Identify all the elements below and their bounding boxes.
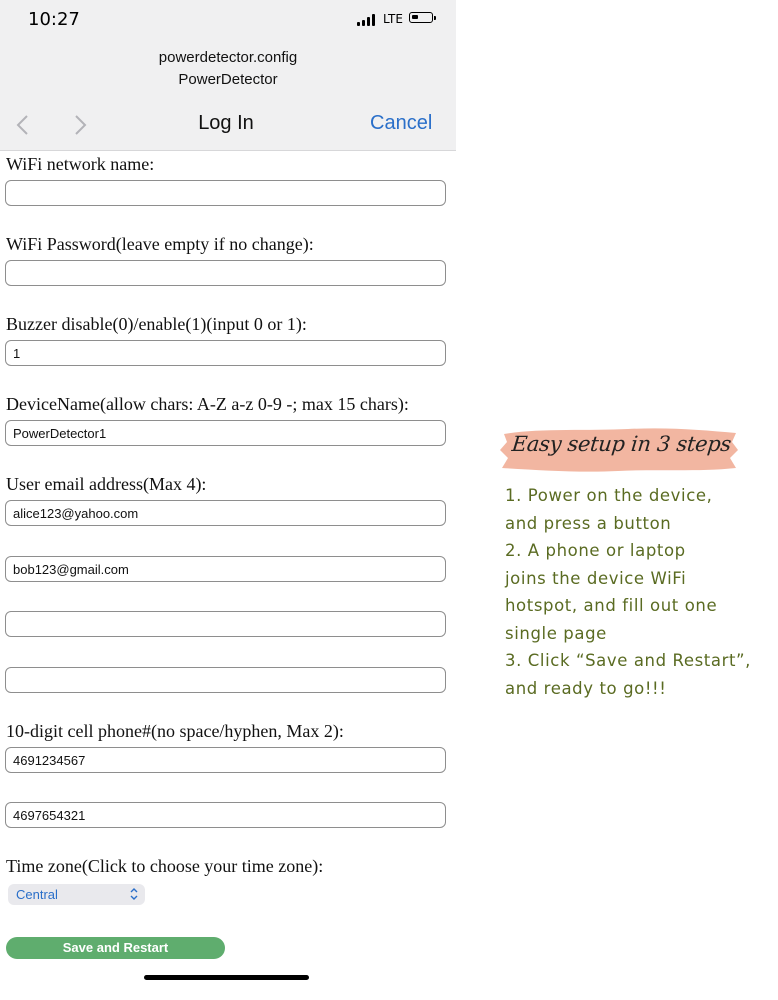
promo-steps	[505, 482, 775, 702]
email-input-3[interactable]	[5, 611, 446, 637]
promo-line: single page	[505, 623, 607, 643]
phone-input-1[interactable]	[5, 747, 446, 773]
promo-line: 2. A phone or laptop	[505, 541, 686, 560]
buzzer-input[interactable]	[5, 340, 446, 366]
promo-line: joins the device WiFi	[505, 568, 687, 588]
home-indicator[interactable]	[144, 975, 309, 980]
email-input-4[interactable]	[5, 667, 446, 693]
navigation-bar	[0, 100, 456, 151]
device-name-label: DeviceName(allow chars: A-Z a-z 0-9 -; max 15 chars):	[6, 394, 409, 414]
phone-label: 10-digit cell phone#(no space/hyphen, Max 2):	[6, 721, 344, 741]
address-bar[interactable]	[0, 40, 456, 100]
signal-icon	[357, 14, 377, 26]
promo-line: and press a button	[505, 513, 672, 533]
save-and-restart-button[interactable]: Save and Restart	[6, 937, 225, 959]
promo-line: hotspot, and fill out one	[505, 596, 718, 615]
buzzer-label: Buzzer disable(0)/enable(1)(input 0 or 1):	[6, 314, 307, 334]
page-title: Log In	[198, 112, 254, 134]
promo-line: 3. Click “Save and Restart”,	[505, 651, 752, 670]
status-bar	[0, 0, 456, 40]
wifi-password-label: WiFi Password(leave empty if no change):	[6, 234, 314, 254]
cancel-button[interactable]: Cancel	[370, 112, 433, 134]
promo-line: and ready to go!!!	[505, 678, 667, 698]
site-title: PowerDetector	[178, 71, 278, 88]
promo-line: 1. Power on the device,	[505, 486, 713, 505]
email-label: User email address(Max 4):	[6, 474, 207, 494]
promo-title: Easy setup in 3 steps	[510, 432, 733, 456]
timezone-select[interactable]	[8, 884, 145, 905]
status-time: 10:27	[28, 9, 80, 30]
wifi-name-input[interactable]	[5, 180, 446, 206]
wifi-password-input[interactable]	[5, 260, 446, 286]
timezone-label: Time zone(Click to choose your time zone):	[6, 856, 324, 876]
email-input-2[interactable]	[5, 556, 446, 582]
network-type: LTE	[383, 12, 403, 26]
device-name-input[interactable]	[5, 420, 446, 446]
email-input-1[interactable]	[5, 500, 446, 526]
wifi-name-label: WiFi network name:	[6, 154, 155, 174]
chevron-up-down-icon	[129, 887, 139, 901]
battery-icon	[409, 12, 433, 23]
phone-input-2[interactable]	[5, 802, 446, 828]
url-text: powerdetector.config	[158, 49, 298, 66]
timezone-selected: Central	[16, 887, 58, 902]
